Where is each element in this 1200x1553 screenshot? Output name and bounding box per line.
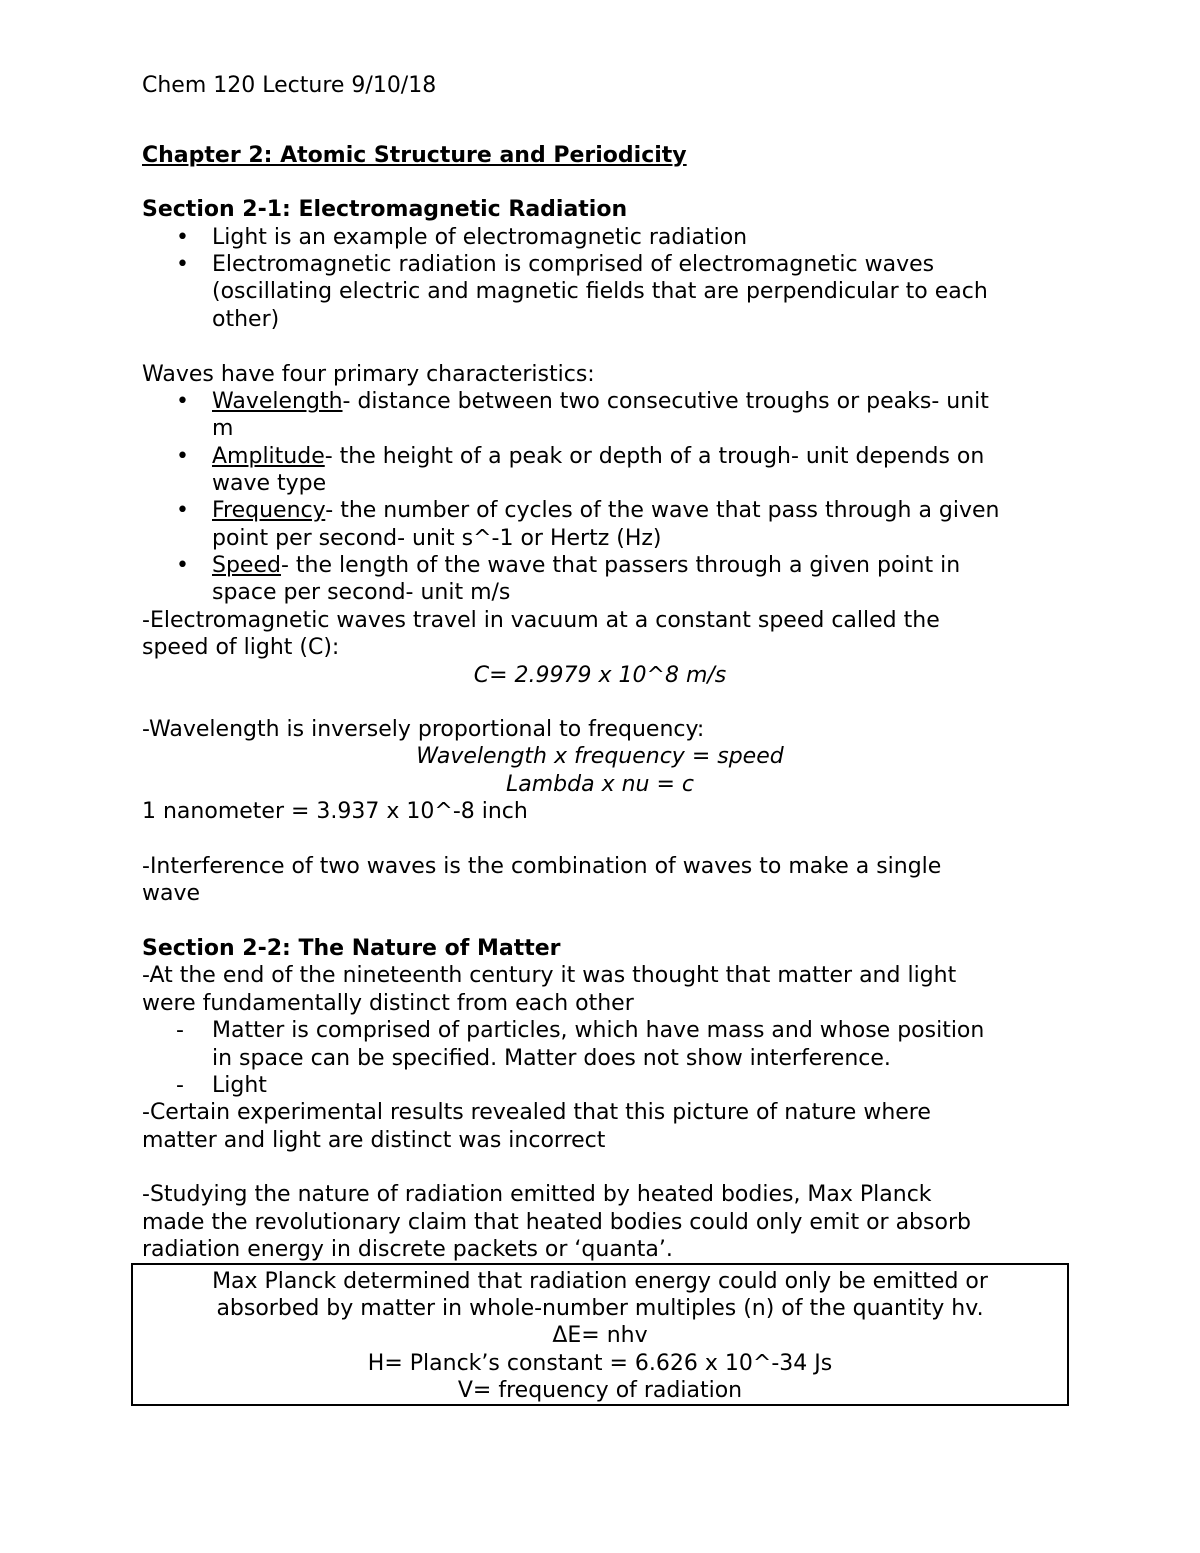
section-2-2-heading: Section 2-2: The Nature of Matter bbox=[142, 936, 561, 961]
section-2-1-heading: Section 2-1: Electromagnetic Radiation bbox=[142, 197, 628, 222]
planck-paragraph: -Studying the nature of radiation emitted by heated bodies, Max Planck bbox=[142, 1182, 932, 1207]
term: Wavelength bbox=[212, 389, 343, 414]
definition: - the number of cycles of the wave that pass through a given bbox=[325, 498, 1000, 523]
term: Frequency bbox=[212, 498, 326, 523]
char-wavelength-cont: m bbox=[212, 416, 234, 441]
box-line: V= frequency of radiation bbox=[457, 1378, 743, 1403]
matter-paragraph-cont: were fundamentally distinct from each other bbox=[142, 991, 634, 1016]
bullet-icon: • bbox=[176, 225, 189, 250]
dash-marker: - bbox=[176, 1018, 184, 1043]
char-wavelength bbox=[212, 388, 989, 415]
experimental-paragraph: -Certain experimental results revealed that this picture of nature where bbox=[142, 1100, 931, 1125]
definition: - distance between two consecutive troughs or peaks- unit bbox=[342, 389, 989, 414]
definition: - the height of a peak or depth of a trough- unit depends on bbox=[324, 444, 985, 469]
lambda-equation: Lambda x nu = c bbox=[506, 772, 694, 797]
char-frequency-cont: point per second- unit s^-1 or Hertz (Hz) bbox=[212, 526, 662, 551]
definition: - the length of the wave that passers through a given point in bbox=[280, 553, 961, 578]
bullet-icon: • bbox=[176, 389, 189, 414]
nanometer-conversion: 1 nanometer = 3.937 x 10^-8 inch bbox=[142, 799, 528, 824]
interference-text-cont: wave bbox=[142, 881, 201, 906]
bullet-item: Light is an example of electromagnetic radiation bbox=[212, 225, 748, 250]
planck-paragraph-cont: radiation energy in discrete packets or ‘quanta’. bbox=[142, 1237, 673, 1262]
speed-of-light-equation: C= 2.9979 x 10^8 m/s bbox=[473, 663, 727, 688]
term: Speed bbox=[212, 553, 281, 578]
inverse-text: -Wavelength is inversely proportional to frequency: bbox=[142, 717, 705, 742]
char-amplitude-cont: wave type bbox=[212, 471, 327, 496]
dash-marker: - bbox=[176, 1073, 184, 1098]
bullet-item-continued: other) bbox=[212, 307, 280, 332]
char-speed-cont: space per second- unit m/s bbox=[212, 580, 511, 605]
char-speed bbox=[212, 552, 960, 579]
bullet-item-continued: (oscillating electric and magnetic fields that are perpendicular to each bbox=[212, 279, 988, 304]
wave-equation: Wavelength x frequency = speed bbox=[416, 744, 784, 769]
box-line: H= Planck’s constant = 6.626 x 10^-34 Js bbox=[367, 1351, 833, 1376]
term: Amplitude bbox=[212, 444, 325, 469]
dash-item-cont: in space can be specified. Matter does not show interference. bbox=[212, 1046, 891, 1071]
bullet-icon: • bbox=[176, 553, 189, 578]
bullet-icon: • bbox=[176, 444, 189, 469]
header-text: Chem 120 Lecture 9/10/18 bbox=[142, 73, 437, 98]
dash-item: Matter is comprised of particles, which have mass and whose position bbox=[212, 1018, 985, 1043]
interference-text: -Interference of two waves is the combination of waves to make a single bbox=[142, 854, 942, 879]
bullet-item: Electromagnetic radiation is comprised of electromagnetic waves bbox=[212, 252, 935, 277]
box-line: Max Planck determined that radiation energy could only be emitted or bbox=[212, 1269, 988, 1294]
planck-paragraph-cont: made the revolutionary claim that heated bodies could only emit or absorb bbox=[142, 1210, 971, 1235]
char-frequency bbox=[212, 497, 1000, 524]
chapter-title: Chapter 2: Atomic Structure and Periodicity bbox=[142, 143, 687, 168]
experimental-paragraph-cont: matter and light are distinct was incorrect bbox=[142, 1128, 606, 1153]
waves-intro: Waves have four primary characteristics: bbox=[142, 362, 595, 387]
bullet-icon: • bbox=[176, 252, 189, 277]
box-line: ΔE= nhv bbox=[552, 1323, 648, 1348]
char-amplitude bbox=[212, 443, 984, 470]
em-speed-text-cont: speed of light (C): bbox=[142, 635, 340, 660]
matter-paragraph: -At the end of the nineteenth century it was thought that matter and light bbox=[142, 963, 957, 988]
dash-item: Light bbox=[212, 1073, 267, 1098]
em-speed-text: -Electromagnetic waves travel in vacuum at a constant speed called the bbox=[142, 608, 940, 633]
box-line: absorbed by matter in whole-number multiples (n) of the quantity hv. bbox=[216, 1296, 984, 1321]
bullet-icon: • bbox=[176, 498, 189, 523]
planck-box bbox=[131, 1263, 1069, 1406]
